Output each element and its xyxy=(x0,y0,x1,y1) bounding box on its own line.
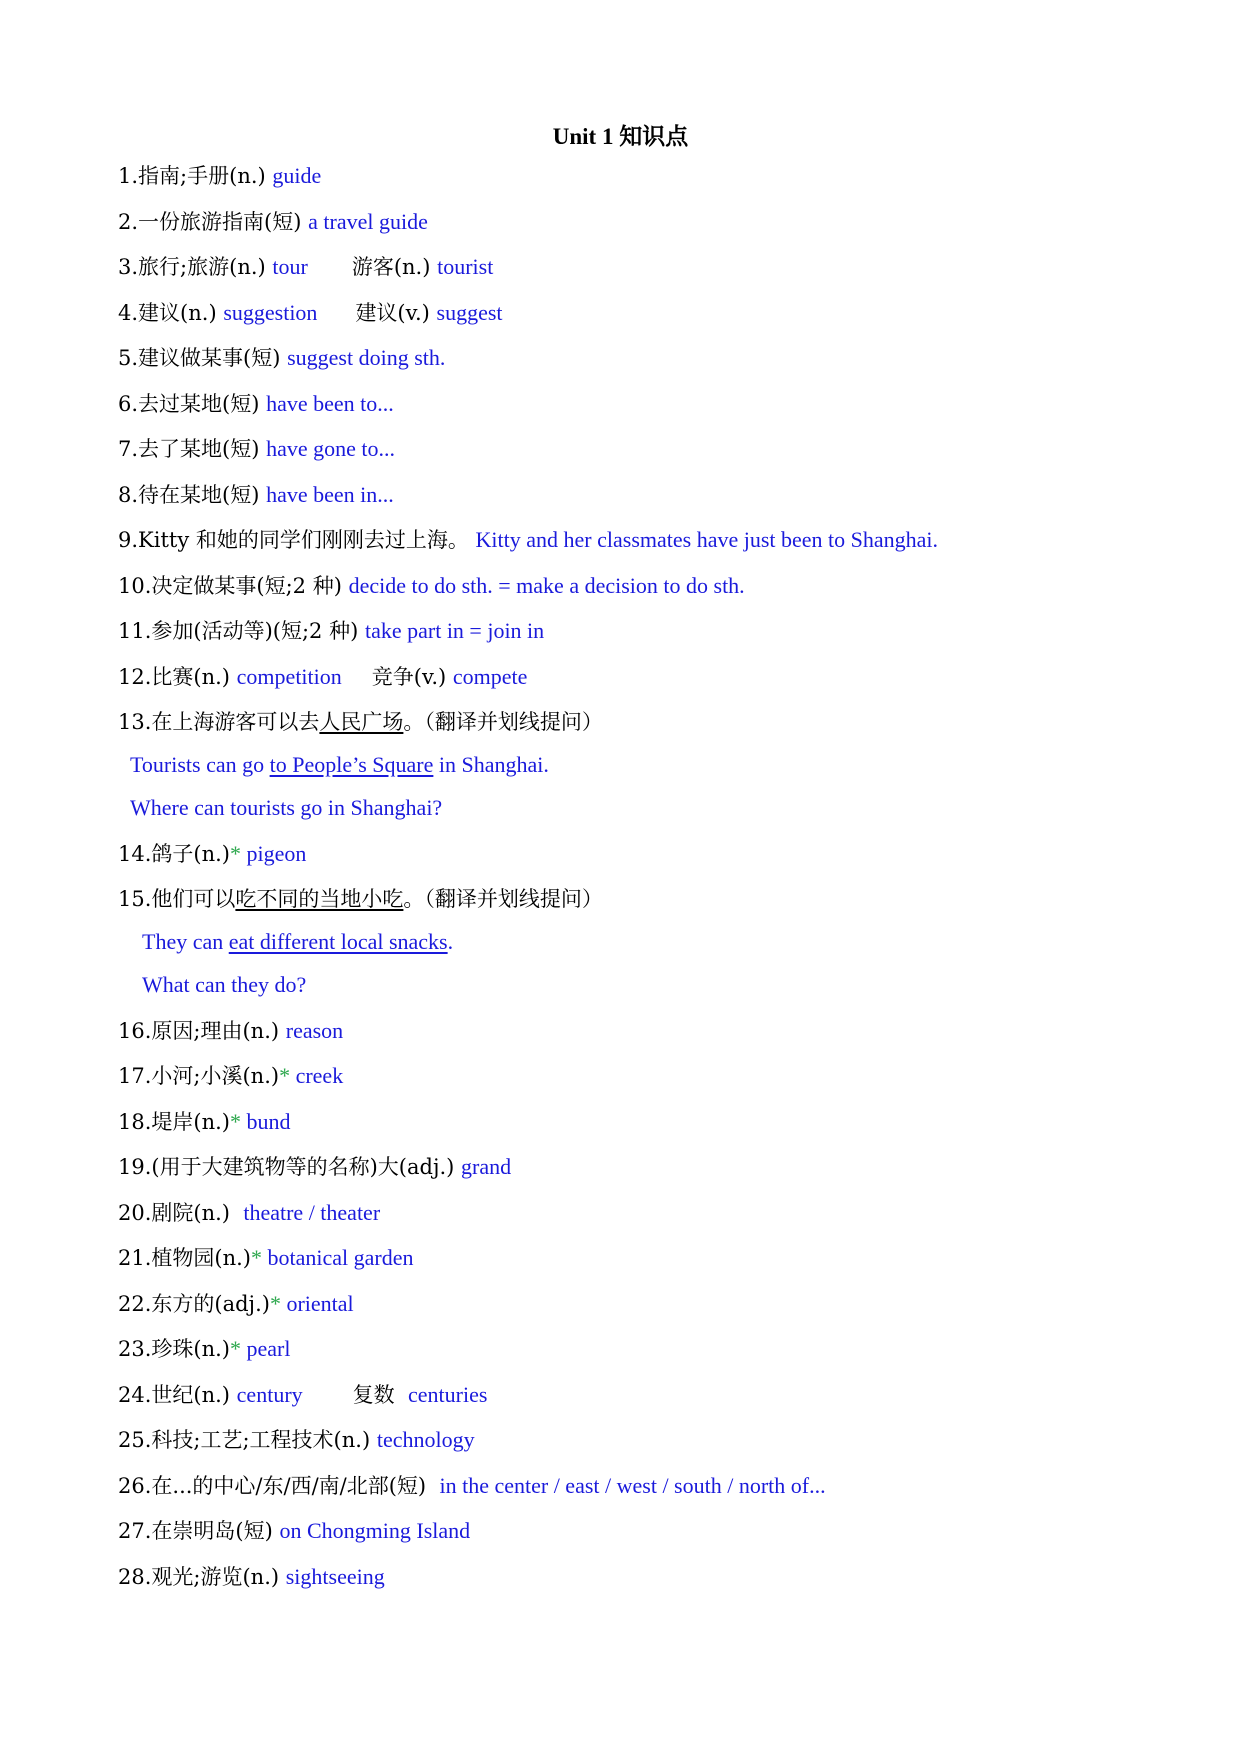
item-number: 8. xyxy=(118,482,139,507)
item-chinese: 去了某地(短) xyxy=(138,437,267,461)
item-english: a travel guide xyxy=(308,208,428,234)
item-chinese-2: 复数 xyxy=(352,1382,408,1407)
item-chinese: 待在某地(短) xyxy=(138,482,267,507)
item-english: Kitty and her classmates have just been to Shanghai. xyxy=(475,527,939,552)
item-number: 27. xyxy=(118,1519,152,1543)
item-english: oriental xyxy=(286,1290,354,1316)
list-item xyxy=(118,161,1198,207)
list-item xyxy=(118,571,1198,617)
list-item xyxy=(118,707,1198,750)
item-chinese: 珍珠(n.) xyxy=(151,1337,230,1361)
item-number: 26. xyxy=(118,1473,152,1498)
list-item xyxy=(118,525,1198,571)
item-chinese: 去过某地(短) xyxy=(138,391,267,416)
item-instruction: 。（翻译并划线提问） xyxy=(403,887,603,911)
item-chinese: 在...的中心/东/西/南/北部(短) xyxy=(151,1473,440,1498)
list-item xyxy=(118,252,1198,298)
item-english: in the center / east / west / south / north of... xyxy=(439,1472,826,1498)
item-number: 22. xyxy=(118,1291,152,1316)
list-item xyxy=(118,839,1198,885)
question-text: What can they do? xyxy=(142,972,307,997)
item-english: century xyxy=(236,1381,303,1407)
item-english: tour xyxy=(272,254,308,279)
item-chinese: 剧院(n.) xyxy=(151,1200,244,1225)
item-english: suggest doing sth. xyxy=(287,345,446,370)
item-english: pearl xyxy=(246,1336,291,1361)
item-chinese: 鸽子(n.) xyxy=(151,841,230,866)
item-chinese: 科技;工艺;工程技术(n.) xyxy=(151,1428,377,1452)
list-item xyxy=(118,1562,1198,1608)
item-number: 17. xyxy=(118,1064,152,1088)
list-item xyxy=(118,1016,1198,1062)
item-chinese: 他们可以 xyxy=(151,887,236,911)
list-item xyxy=(118,1107,1198,1153)
asterisk-icon: * xyxy=(230,840,247,866)
answer-text: . xyxy=(447,929,454,954)
asterisk-icon: * xyxy=(230,1336,247,1361)
list-item xyxy=(118,343,1198,389)
answer-text: in Shanghai. xyxy=(433,752,549,777)
item-number: 11. xyxy=(118,619,152,643)
list-item xyxy=(118,1061,1198,1107)
item-chinese: 在上海游客可以去 xyxy=(151,710,320,734)
list-item xyxy=(118,1334,1198,1380)
item-number: 14. xyxy=(118,841,152,866)
vocabulary-list xyxy=(118,161,1198,1607)
item-english: pigeon xyxy=(246,840,307,866)
list-item xyxy=(118,1471,1198,1517)
item-number: 21. xyxy=(118,1246,152,1270)
item-number: 12. xyxy=(118,664,152,689)
item-number: 10. xyxy=(118,573,152,598)
item-chinese: Kitty 和她的同学们刚刚去过上海。 xyxy=(138,528,476,552)
item-chinese: 决定做某事(短;2 种) xyxy=(151,573,349,598)
item-english: suggestion xyxy=(223,299,318,325)
answer-text: They can xyxy=(142,929,229,954)
item-number: 5. xyxy=(118,346,139,370)
item-number: 7. xyxy=(118,437,139,461)
item-chinese: (用于大建筑物等的名称)大(adj.) xyxy=(151,1155,462,1179)
item-number: 16. xyxy=(118,1018,152,1043)
item-number: 28. xyxy=(118,1564,152,1589)
item-number: 6. xyxy=(118,391,139,416)
item-chinese: 世纪(n.) xyxy=(151,1382,237,1407)
question-text: Where can tourists go in Shanghai? xyxy=(130,795,443,820)
item-chinese: 一份旅游指南(短) xyxy=(138,209,309,234)
answer-text: Tourists can go xyxy=(130,752,270,777)
item-english: creek xyxy=(295,1063,344,1088)
item-chinese: 指南;手册(n.) xyxy=(138,164,273,188)
item-chinese: 观光;游览(n.) xyxy=(151,1564,286,1589)
item-english: bund xyxy=(246,1108,291,1134)
list-item xyxy=(118,1198,1198,1244)
item-english-2: compete xyxy=(452,663,528,689)
item-chinese: 建议做某事(短) xyxy=(138,346,288,370)
item-number: 1. xyxy=(118,164,139,188)
item-english-2: tourist xyxy=(437,254,494,279)
item-english: have been in... xyxy=(266,481,394,507)
page-title: Unit 1 知识点 xyxy=(552,124,689,149)
item-number: 13. xyxy=(118,710,152,734)
item-number: 2. xyxy=(118,209,139,234)
item-chinese: 比赛(n.) xyxy=(151,664,237,689)
item-english: botanical garden xyxy=(267,1245,414,1270)
item-english: reason xyxy=(285,1017,344,1043)
item-number: 4. xyxy=(118,300,139,325)
item-english-2: suggest xyxy=(436,299,503,325)
item-chinese-2: 竞争(v.) xyxy=(371,664,453,689)
item-english: on Chongming Island xyxy=(279,1518,471,1543)
asterisk-icon: * xyxy=(251,1245,268,1270)
item-instruction: 。（翻译并划线提问） xyxy=(403,710,603,734)
item-chinese-2: 游客(n.) xyxy=(351,255,438,279)
item-number: 18. xyxy=(118,1109,152,1134)
item-underlined-phrase: 人民广场 xyxy=(319,710,404,734)
item-english: grand xyxy=(461,1154,512,1179)
item-english: guide xyxy=(272,163,322,188)
item-english: sightseeing xyxy=(285,1563,385,1589)
item-chinese: 原因;理由(n.) xyxy=(151,1018,286,1043)
list-item xyxy=(118,616,1198,662)
answer-underlined: to People’s Square xyxy=(269,752,434,777)
answer-line xyxy=(118,750,1198,793)
item-english: have gone to... xyxy=(266,436,396,461)
list-item xyxy=(118,1152,1198,1198)
item-number: 23. xyxy=(118,1337,152,1361)
item-chinese: 小河;小溪(n.) xyxy=(151,1064,280,1088)
item-chinese: 在崇明岛(短) xyxy=(151,1519,280,1543)
list-item xyxy=(118,1380,1198,1426)
item-chinese: 建议(n.) xyxy=(138,300,224,325)
item-number: 15. xyxy=(118,887,152,911)
list-item xyxy=(118,662,1198,708)
asterisk-icon: * xyxy=(230,1108,247,1134)
list-item xyxy=(118,884,1198,927)
item-number: 20. xyxy=(118,1200,152,1225)
item-chinese: 植物园(n.) xyxy=(151,1246,251,1270)
list-item xyxy=(118,298,1198,344)
asterisk-icon: * xyxy=(269,1290,287,1316)
item-number: 24. xyxy=(118,1382,152,1407)
question-line xyxy=(118,970,1198,1016)
item-english: decide to do sth. = make a decision to do sth. xyxy=(348,572,745,598)
item-number: 3. xyxy=(118,255,139,279)
list-item xyxy=(118,207,1198,253)
item-number: 19. xyxy=(118,1155,152,1179)
item-chinese: 堤岸(n.) xyxy=(151,1109,230,1134)
item-chinese: 参加(活动等)(短;2 种) xyxy=(151,619,365,643)
asterisk-icon: * xyxy=(279,1063,296,1088)
item-underlined-phrase: 吃不同的当地小吃 xyxy=(235,887,404,911)
item-english: have been to... xyxy=(266,390,394,416)
item-chinese: 旅行;旅游(n.) xyxy=(138,255,273,279)
item-english: technology xyxy=(376,1427,475,1452)
item-english: take part in = join in xyxy=(364,618,545,643)
item-chinese-2: 建议(v.) xyxy=(355,300,437,325)
item-english-2: centuries xyxy=(408,1381,488,1407)
answer-underlined: eat different local snacks xyxy=(228,929,448,954)
list-item xyxy=(118,1243,1198,1289)
list-item xyxy=(118,480,1198,526)
list-item xyxy=(118,1425,1198,1471)
list-item xyxy=(118,1289,1198,1335)
list-item xyxy=(118,389,1198,435)
answer-line xyxy=(118,927,1198,970)
item-number: 9. xyxy=(118,528,139,552)
item-chinese: 东方的(adj.) xyxy=(151,1291,270,1316)
item-number: 25. xyxy=(118,1428,152,1452)
list-item xyxy=(118,1516,1198,1562)
list-item xyxy=(118,434,1198,480)
item-english: theatre / theater xyxy=(243,1199,381,1225)
item-english: competition xyxy=(236,663,342,689)
question-line xyxy=(118,793,1198,839)
